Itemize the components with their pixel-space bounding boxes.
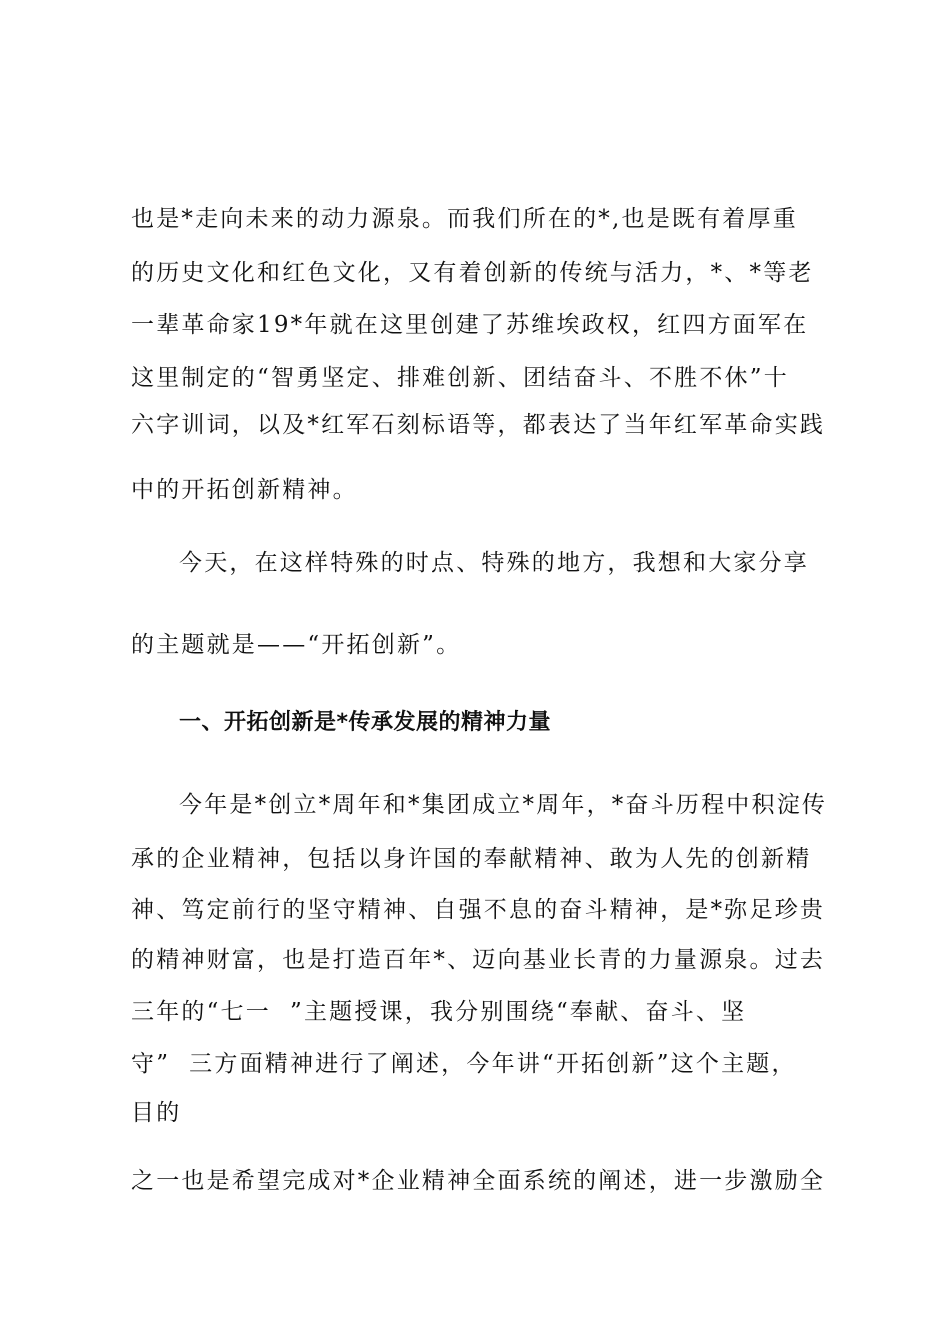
text-line: 今年是*创立*周年和*集团成立*周年，*奋斗历程中积淀传	[179, 792, 828, 818]
text-line: 中的开拓创新精神。	[131, 477, 358, 503]
text-line: 承的企业精神，包括以身许国的奉献精神、敢为人先的创新精	[131, 846, 812, 872]
text-line: 今天，在这样特殊的时点、特殊的地方，我想和大家分享	[179, 550, 809, 576]
text-line: 也是*走向未来的动力源泉。而我们所在的*,也是既有着厚重	[131, 206, 798, 232]
text-line: 这里制定的“智勇坚定、排难创新、团结奋斗、不胜不休”十	[131, 365, 789, 391]
text-line: 一辈革命家19*年就在这里创建了苏维埃政权，红四方面军在	[131, 312, 809, 338]
section-heading: 一、开拓创新是*传承发展的精神力量	[179, 710, 552, 735]
text-line: 守” 三方面精神进行了阐述，今年讲“开拓创新”这个主题，	[131, 1051, 797, 1077]
text-line: 之一也是希望完成对*企业精神全面系统的阐述，进一步激励全	[131, 1168, 826, 1194]
text-line: 的历史文化和红色文化，又有着创新的传统与活力，*、*等老	[131, 260, 814, 286]
text-line: 目的	[131, 1100, 182, 1126]
text-line: 三年的“七一 ”主题授课，我分别围绕“奉献、奋斗、坚	[131, 999, 747, 1025]
text-line: 的精神财富，也是打造百年*、迈向基业长青的力量源泉。过去	[131, 947, 826, 973]
text-line: 六字训词，以及*红军石刻标语等，都表达了当年红军革命实践	[131, 412, 826, 438]
text-line: 的主题就是——“开拓创新”。	[131, 632, 462, 658]
text-line: 神、笃定前行的坚守精神、自强不息的奋斗精神，是*弥足珍贵	[131, 897, 826, 923]
